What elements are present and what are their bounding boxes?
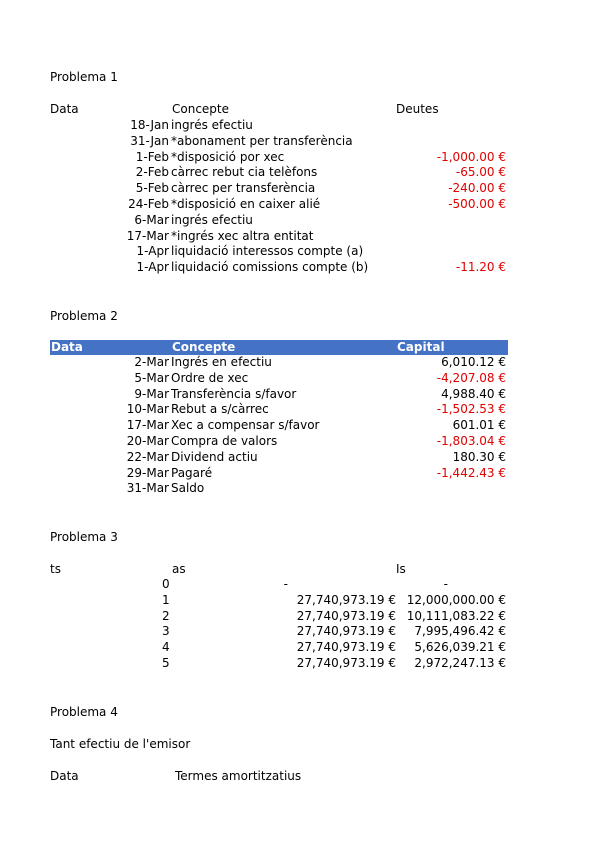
table-row: [0, 150, 599, 166]
row-amount: 4,988.40 €: [441, 386, 506, 401]
row-as: 27,740,973.19 €: [296, 592, 396, 607]
row-concept: *ingrés xec altra entitat: [171, 228, 314, 243]
row-is: 10,111,083.22 €: [406, 608, 506, 623]
row-date: 22-Mar: [126, 449, 169, 464]
table-row: [0, 355, 599, 371]
row-date: 2-Feb: [135, 165, 169, 180]
problem-4-title: Problema 4: [50, 705, 118, 719]
table-row: [0, 181, 599, 197]
table-row: [0, 609, 599, 625]
p1-header-deutes: Deutes: [396, 102, 439, 116]
row-concept: Compra de valors: [171, 434, 278, 448]
row-amount: -240.00 €: [448, 181, 506, 196]
row-date: 31-Mar: [126, 481, 169, 496]
row-is: 2,972,247.13 €: [414, 656, 506, 670]
row-amount: -1,000.00 €: [436, 149, 506, 164]
row-period: 2: [162, 608, 170, 623]
problem-3-title: Problema 3: [50, 530, 118, 544]
p4-header-data: Data: [50, 769, 79, 783]
row-amount: -65.00 €: [455, 165, 506, 180]
row-date: 1-Feb: [135, 149, 169, 164]
row-as: 27,740,973.19 €: [296, 624, 396, 639]
row-date: 20-Mar: [126, 434, 169, 448]
table-row: [0, 229, 599, 245]
table-row: [0, 466, 599, 482]
row-amount: 601.01 €: [452, 418, 506, 433]
row-as: 27,740,973.19 €: [296, 640, 396, 655]
table-row: [0, 260, 599, 276]
row-is: 5,626,039.21 €: [414, 640, 506, 655]
p4-subtitle: Tant efectiu de l'emisor: [50, 737, 191, 751]
row-period: 0: [162, 577, 170, 591]
row-period: 5: [162, 656, 170, 670]
row-concept: liquidació interessos compte (a): [171, 244, 364, 259]
row-date: 17-Mar: [126, 418, 169, 433]
row-is: 12,000,000.00 €: [406, 592, 506, 607]
table-row: [0, 197, 599, 213]
p2-header-concepte: Concepte: [172, 340, 236, 354]
problem-2-title: Problema 2: [50, 309, 118, 323]
row-date: 10-Mar: [126, 402, 169, 417]
row-concept: *disposició por xec: [171, 149, 285, 164]
row-date: 1-Apr: [136, 244, 169, 259]
table-row: [0, 640, 599, 656]
row-date: 2-Mar: [134, 355, 169, 369]
row-date: 5-Mar: [134, 370, 169, 385]
row-amount: 180.30 €: [452, 449, 506, 464]
p4-header-termes: Termes amortitzatius: [175, 769, 302, 783]
row-date: 31-Jan: [130, 133, 169, 148]
row-as: -: [283, 577, 288, 591]
row-date: 9-Mar: [134, 386, 169, 401]
row-period: 4: [162, 640, 170, 655]
table-row: [0, 434, 599, 450]
row-amount: -1,502.53 €: [436, 402, 506, 417]
p1-header-concepte: Concepte: [172, 102, 230, 116]
row-concept: càrrec per transferència: [171, 181, 316, 196]
row-amount: -1,442.43 €: [436, 465, 506, 480]
row-amount: 6,010.12 €: [441, 355, 506, 369]
row-concept: *abonament per transferència: [171, 133, 353, 148]
row-is: -: [443, 577, 448, 591]
row-date: 29-Mar: [126, 465, 169, 480]
row-concept: liquidació comissions compte (b): [171, 260, 369, 275]
p2-header-capital: Capital: [397, 340, 445, 354]
row-concept: ingrés efectiu: [171, 212, 253, 227]
table-row: [0, 450, 599, 466]
row-concept: Saldo: [171, 481, 205, 496]
table-row: [0, 387, 599, 403]
row-concept: ingrés efectiu: [171, 118, 253, 132]
row-concept: Rebut a s/càrrec: [171, 402, 269, 417]
p3-header-as: as: [172, 562, 186, 576]
table-row: [0, 165, 599, 181]
row-period: 3: [162, 624, 170, 639]
table-row: [0, 402, 599, 418]
row-amount: -500.00 €: [448, 197, 506, 211]
row-date: 6-Mar: [134, 212, 169, 227]
row-concept: Dividend actiu: [171, 449, 258, 464]
table-row: [0, 481, 599, 497]
row-date: 24-Feb: [128, 197, 169, 211]
row-date: 17-Mar: [126, 228, 169, 243]
table-row: [0, 656, 599, 672]
row-period: 1: [162, 592, 170, 607]
table-row: [0, 118, 599, 134]
p3-header-is: Is: [396, 562, 406, 576]
p2-header-data: Data: [51, 340, 83, 354]
table-row: [0, 593, 599, 609]
p3-header-ts: ts: [50, 562, 61, 576]
row-amount: -1,803.04 €: [436, 434, 506, 448]
table-row: [0, 244, 599, 260]
row-concept: Pagaré: [171, 465, 213, 480]
row-concept: Transferència s/favor: [171, 386, 297, 401]
row-as: 27,740,973.19 €: [296, 656, 396, 670]
row-concept: Ingrés en efectiu: [171, 355, 272, 369]
row-date: 5-Feb: [135, 181, 169, 196]
row-as: 27,740,973.19 €: [296, 608, 396, 623]
row-concept: *disposició en caixer alié: [171, 197, 321, 211]
table-row: [0, 213, 599, 229]
row-concept: Ordre de xec: [171, 370, 249, 385]
p2-header-bar: [50, 340, 508, 355]
table-row: [0, 577, 599, 593]
table-row: [0, 371, 599, 387]
row-amount: -4,207.08 €: [436, 370, 506, 385]
row-concept: Xec a compensar s/favor: [171, 418, 320, 433]
problem-1-title: Problema 1: [50, 70, 118, 84]
table-row: [0, 418, 599, 434]
row-date: 18-Jan: [130, 118, 169, 132]
p1-header-data: Data: [50, 102, 79, 116]
row-date: 1-Apr: [136, 260, 169, 275]
table-row: [0, 624, 599, 640]
row-is: 7,995,496.42 €: [414, 624, 506, 639]
row-concept: càrrec rebut cia telèfons: [171, 165, 318, 180]
table-row: [0, 134, 599, 150]
row-amount: -11.20 €: [455, 260, 506, 275]
